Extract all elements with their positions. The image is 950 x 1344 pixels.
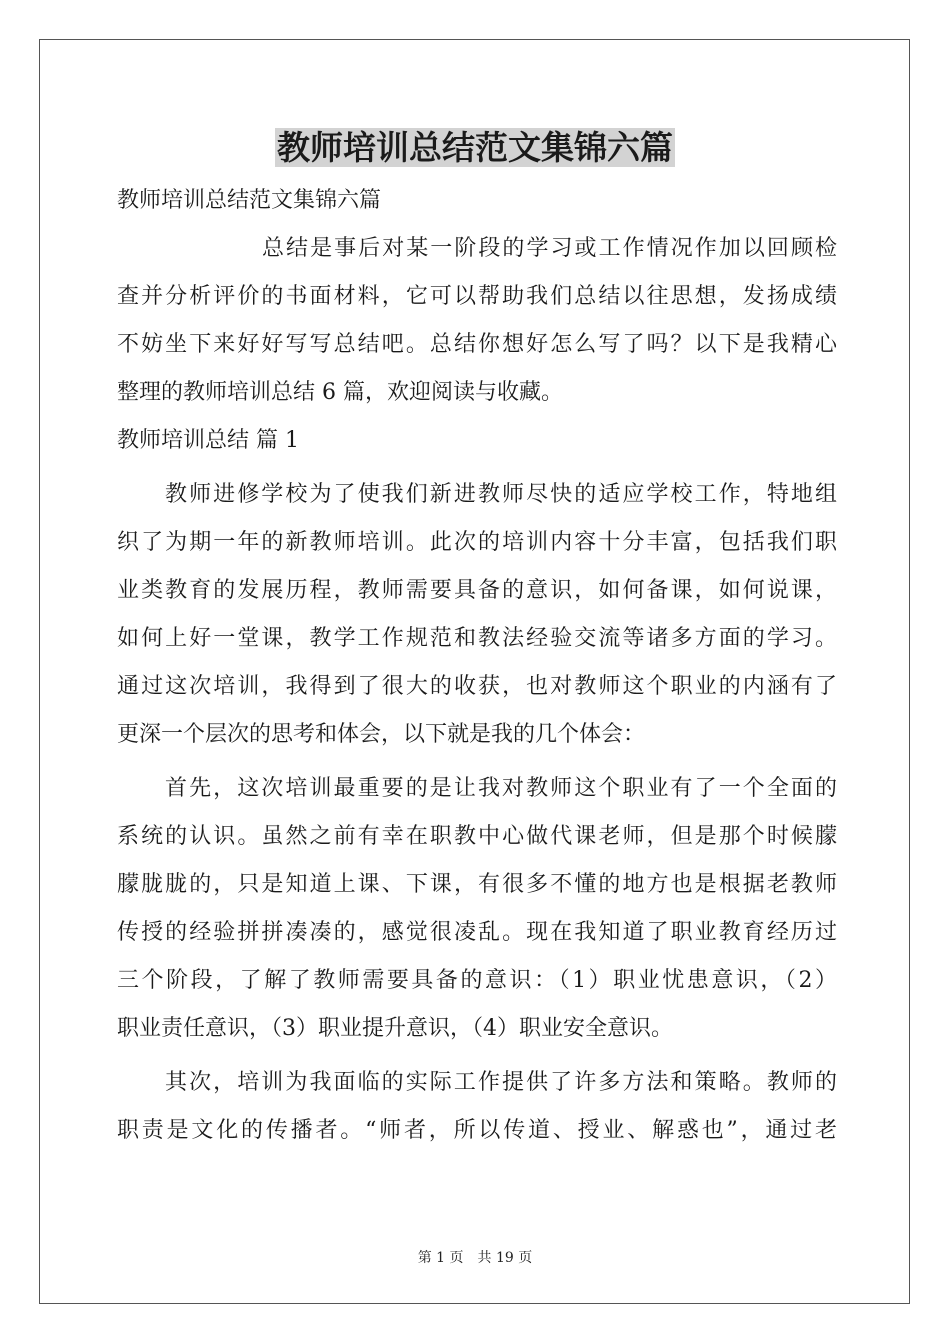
paragraph-line: 三个阶段，了解了教师需要具备的意识：（1）职业忧患意识，（2）	[117, 968, 837, 993]
section-heading: 教师培训总结 篇 1	[117, 428, 299, 453]
body-paragraph-1	[117, 471, 837, 759]
page-number-total: 共 19 页	[477, 1250, 533, 1266]
paragraph-line: 如何上好一堂课，教学工作规范和教法经验交流等诸多方面的学习。	[117, 626, 837, 651]
paragraph-line: 传授的经验拼拼凑凑的，感觉很凌乱。现在我知道了职业教育经历过	[117, 920, 837, 945]
paragraph-line: 业类教育的发展历程，教师需要具备的意识，如何备课，如何说课，	[117, 578, 837, 603]
document-body	[117, 177, 837, 1155]
intro-paragraph	[117, 225, 837, 417]
document-subtitle: 教师培训总结范文集锦六篇	[117, 188, 382, 213]
paragraph-line: 通过这次培训，我得到了很大的收获，也对教师这个职业的内涵有了	[117, 674, 837, 699]
page-footer	[0, 1247, 950, 1267]
document-title	[0, 124, 950, 172]
paragraph-line: 教师进修学校为了使我们新进教师尽快的适应学校工作，特地组	[165, 482, 837, 507]
paragraph-line: 职业责任意识，（3）职业提升意识，（4）职业安全意识。	[117, 1016, 673, 1041]
paragraph-line: 首先，这次培训最重要的是让我对教师这个职业有了一个全面的	[165, 776, 837, 801]
paragraph-line: 织了为期一年的新教师培训。此次的培训内容十分丰富，包括我们职	[117, 530, 837, 555]
paragraph-line: 系统的认识。虽然之前有幸在职教中心做代课老师，但是那个时候朦	[117, 824, 837, 849]
page-number-current: 第 1 页	[417, 1250, 464, 1266]
intro-line: 总结是事后对某一阶段的学习或工作情况作加以回顾检	[262, 236, 837, 261]
document-title-text: 教师培训总结范文集锦六篇	[277, 128, 673, 167]
body-paragraph-3	[117, 1059, 837, 1155]
paragraph-line: 更深一个层次的思考和体会，以下就是我的几个体会：	[117, 722, 646, 747]
intro-line: 不妨坐下来好好写写总结吧。总结你想好怎么写了吗？以下是我精心	[117, 332, 837, 357]
intro-line: 查并分析评价的书面材料，它可以帮助我们总结以往思想，发扬成绩	[117, 284, 837, 309]
paragraph-line: 其次，培训为我面临的实际工作提供了许多方法和策略。教师的	[165, 1070, 837, 1095]
paragraph-line: 职责是文化的传播者。“师者，所以传道、授业、解惑也”，通过老	[117, 1118, 837, 1143]
paragraph-line: 朦胧胧的，只是知道上课、下课，有很多不懂的地方也是根据老教师	[117, 872, 837, 897]
intro-line: 整理的教师培训总结 6 篇，欢迎阅读与收藏。	[117, 380, 563, 405]
body-paragraph-2	[117, 765, 837, 1053]
